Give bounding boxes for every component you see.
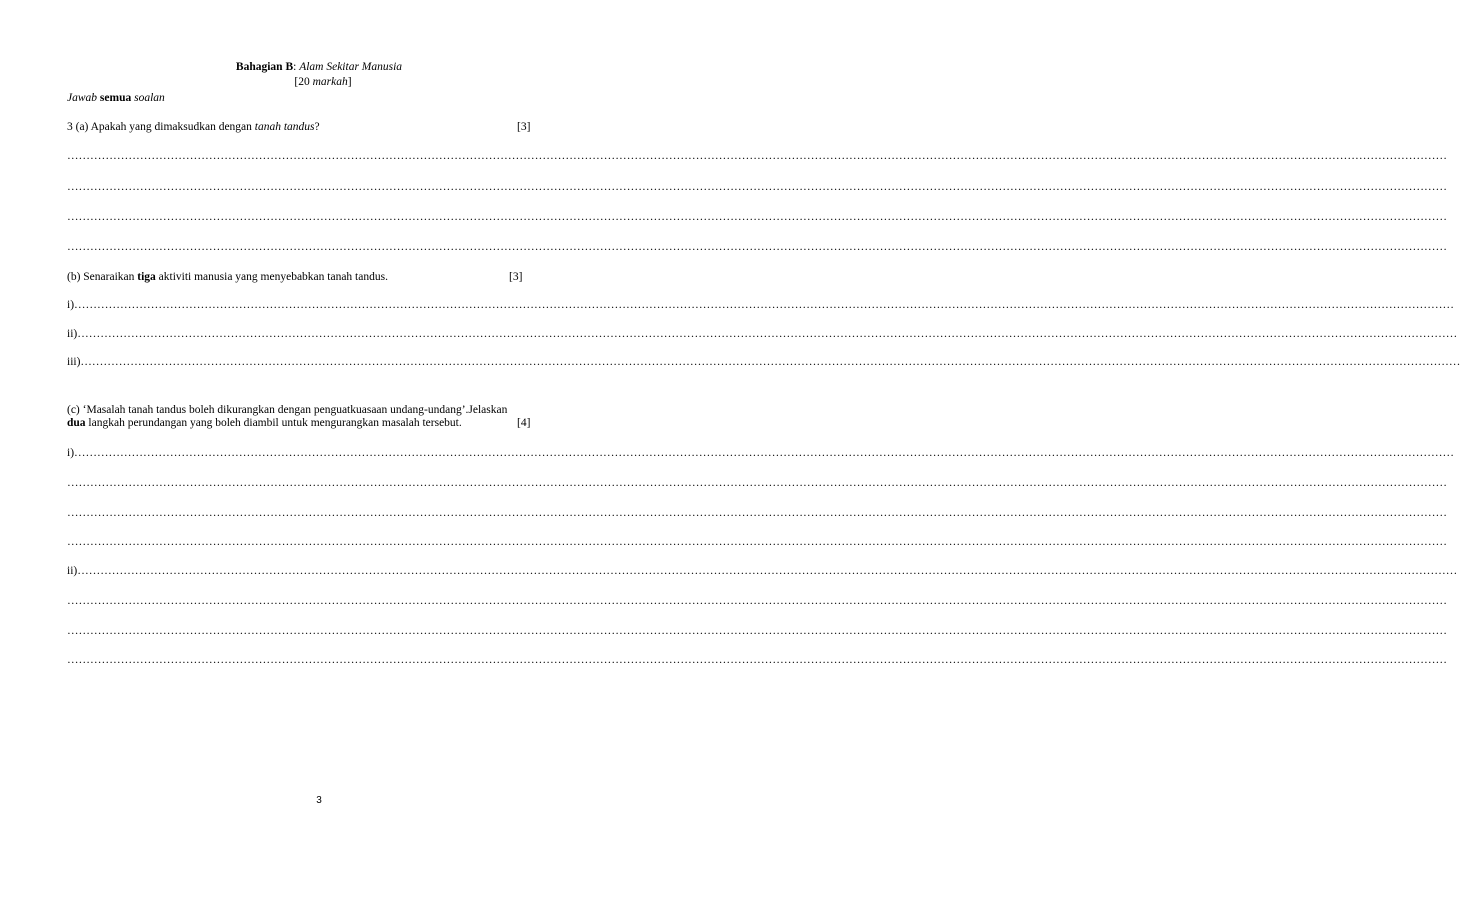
dot-leader: ……………………………………………………………………………………………………………………………………………………………………………………………………………………………………………………………………………………………………………………………… [67,595,1447,607]
dot-leader: ……………………………………………………………………………………………………………………………………………………………………………………………………………………………………………………………………………………………………………………………… [74,447,1455,459]
question-3a: 3 (a) Apakah yang dimaksudkan dengan tanah tandus? [67,121,320,133]
section-marks: [20 markah] [294,76,352,88]
answer-line[interactable] [67,535,1447,549]
dot-leader: ……………………………………………………………………………………………………………………………………………………………………………………………………………………………………………………………………………………………………………………………… [67,507,1447,519]
answer-line[interactable] [67,149,1447,163]
dot-leader: ……………………………………………………………………………………………………………………………………………………………………………………………………………………………………………………………………………………………………………………………… [77,565,1458,577]
question-3b: (b) Senaraikan tiga aktiviti manusia yang menyebabkan tanah tandus. [67,271,388,283]
answer-line[interactable] [67,624,1447,638]
answer-line[interactable] [67,506,1447,520]
dot-leader: ……………………………………………………………………………………………………………………………………………………………………………………………………………………………………………………………………………………………………………………………… [74,299,1455,311]
question-3a-marks: [3] [517,121,531,133]
answer-line-item[interactable]: i)……………………………………………………………………………………………………………………………………………………………………………………………………………………………………………………………………………………………………………………………… [67,299,1455,311]
dot-leader: ……………………………………………………………………………………………………………………………………………………………………………………………………………………………………………………………………………………………………………………………… [67,536,1447,548]
question-3b-marks: [3] [509,271,523,283]
answer-line[interactable] [67,180,1447,194]
section-title: Bahagian B: Alam Sekitar Manusia [235,61,403,73]
dot-leader: ……………………………………………………………………………………………………………………………………………………………………………………………………………………………………………………………………………………………………………………………… [67,477,1447,489]
answer-line-item[interactable]: ii)……………………………………………………………………………………………………………………………………………………………………………………………………………………………………………………………………………………………………………………………… [67,565,1458,577]
dot-leader: ……………………………………………………………………………………………………………………………………………………………………………………………………………………………………………………………………………………………………………………………… [77,328,1458,340]
answer-line[interactable] [67,210,1447,224]
dot-leader: ……………………………………………………………………………………………………………………………………………………………………………………………………………………………………………………………………………………………………………………………… [80,356,1460,368]
question-3c-line1: (c) ‘Masalah tanah tandus boleh dikurangkan dengan penguatkuasaan undang-undang’.Jelaskan [67,404,508,416]
answer-line-item[interactable]: iii)……………………………………………………………………………………………………………………………………………………………………………………………………………………………………………………………………………………………………………………………… [67,356,1460,368]
answer-line[interactable] [67,476,1447,490]
question-3c-marks: [4] [517,417,531,429]
dot-leader: ……………………………………………………………………………………………………………………………………………………………………………………………………………………………………………………………………………………………………………………………… [67,211,1447,223]
answer-line[interactable] [67,240,1447,254]
instruction: Jawab semua soalan [67,92,165,104]
answer-line[interactable] [67,653,1447,667]
dot-leader: ……………………………………………………………………………………………………………………………………………………………………………………………………………………………………………………………………………………………………………………………… [67,625,1447,637]
page-number: 3 [316,795,322,806]
dot-leader: ……………………………………………………………………………………………………………………………………………………………………………………………………………………………………………………………………………………………………………………………… [67,150,1447,162]
dot-leader: ……………………………………………………………………………………………………………………………………………………………………………………………………………………………………………………………………………………………………………………………… [67,654,1447,666]
answer-line-item[interactable]: ii)……………………………………………………………………………………………………………………………………………………………………………………………………………………………………………………………………………………………………………………………… [67,328,1458,340]
question-3c-line2: dua langkah perundangan yang boleh diambil untuk mengurangkan masalah tersebut. [67,417,462,429]
dot-leader: ……………………………………………………………………………………………………………………………………………………………………………………………………………………………………………………………………………………………………………………………… [67,181,1447,193]
answer-line-item[interactable]: i)……………………………………………………………………………………………………………………………………………………………………………………………………………………………………………………………………………………………………………………………… [67,447,1455,459]
answer-line[interactable] [67,594,1447,608]
dot-leader: ……………………………………………………………………………………………………………………………………………………………………………………………………………………………………………………………………………………………………………………………… [67,241,1447,253]
